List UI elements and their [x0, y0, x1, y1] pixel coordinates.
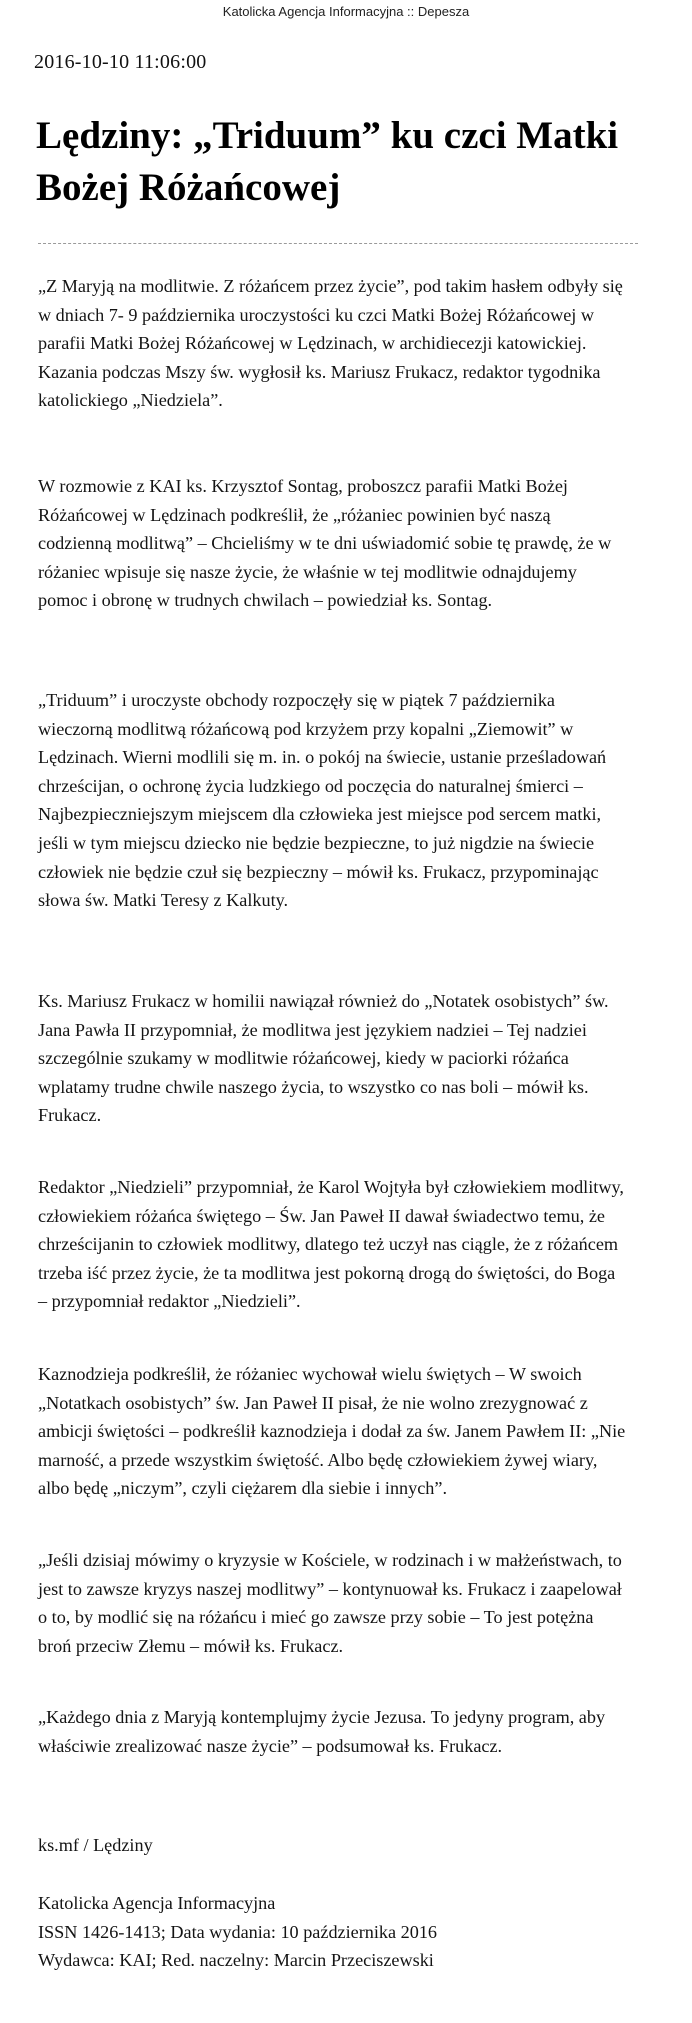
article-paragraph: Ks. Mariusz Frukacz w homilii nawiązał również do „Notatek osobistych” św. Jana Pawła II przypomniał, że modlitwa jest językiem nadziei – Tej nadziei szczególnie szukamy w modlitwie różańcowej, kiedy w paciorki różańca wplatamy trudne chwile naszego życia, to wszystko co nas boli – mówił ks. Frukacz.: [38, 991, 609, 1126]
article-paragraph: „Jeśli dzisiaj mówimy o kryzysie w Kościele, w rodzinach i w małżeństwach, to jest to zawsze kryzys naszej modlitwy” – kontynuował ks. Frukacz i zaapelował o to, by modlić się na różańcu i mieć go zawsze przy sobie – To jest potężna broń przeciw Złemu – mówił ks. Frukacz.: [38, 1550, 622, 1656]
article-paragraph: Kaznodzieja podkreślił, że różaniec wychował wielu świętych – W swoich „Notatkach osobistych” św. Jan Paweł II pisał, że nie wolno zrezygnować z ambicji świętości – podkreślił kaznodzieja i dodał za św. Janem Pawłem II: „Nie marność, a przede wszystkim świętość. Albo będę człowiekiem żywej wiary, albo będę „niczym”, czyli ciężarem dla siebie i innych”.: [38, 1364, 626, 1499]
article-paragraph: „Z Maryją na modlitwie. Z różańcem przez życie”, pod takim hasłem odbyły się w dniach 7- 9 października uroczystości ku czci Matki Bożej Różańcowej w parafii Matki Bożej Różańcowej w Lędzinach, w archidiecezji katowickiej. Kazania podczas Mszy św. wygłosił ks. Mariusz Frukacz, redaktor tygodnika katolickiego „Niedziela”.: [38, 276, 623, 411]
publication-footer: [38, 1889, 638, 1975]
article-title: Lędziny: „Triduum” ku czci Matki Bożej Różańcowej: [36, 114, 619, 209]
article-paragraph: „Każdego dnia z Maryją kontemplujmy życie Jezusa. To jedyny program, aby właściwie zrealizować nasze życie” – podsumował ks. Frukacz.: [38, 1707, 606, 1756]
article-paragraph: „Triduum” i uroczyste obchody rozpoczęły się w piątek 7 października wieczorną modlitwą różańcową pod krzyżem przy kopalni „Ziemowit” w Lędzinach. Wierni modlili się m. in. o pokój na świecie, ustanie prześladowań chrześcijan, o ochronę życia ludzkiego od poczęcia do naturalnej śmierci – Najbezpieczniejszym miejscem dla człowieka jest miejsce pod sercem matki, jeśli w tym miejscu dziecko nie będzie bezpieczne, to już nigdzie na świecie człowiek nie będzie czuł się bezpieczny – mówił ks. Frukacz, przypominając słowa św. Matki Teresy z Kalkuty.: [38, 690, 607, 911]
title-divider: [38, 243, 638, 244]
article-paragraph: W rozmowie z KAI ks. Krzysztof Sontag, proboszcz parafii Matki Bożej Różańcowej w Lędzinach podkreślił, że „różaniec powinien być naszą codzienną modlitwą” – Chcieliśmy w te dni uświadomić sobie tę prawdę, że w różaniec wpisuje się nasze życie, że właśnie w tej modlitwie odnajdujemy pomoc i obronę w trudnych chwilach – powiedział ks. Sontag.: [38, 476, 612, 611]
article-paragraph: Redaktor „Niedzieli” przypomniał, że Karol Wojtyła był człowiekiem modlitwy, człowiekiem różańca świętego – Św. Jan Paweł II dawał świadectwo temu, że chrześcijanin to człowiek modlitwy, dlatego też uczył nas ciągle, że z różańcem trzeba iść przez życie, że ta modlitwa jest pokorną drogą do świętości, do Boga – przypomniał redaktor „Niedzieli”.: [38, 1177, 624, 1312]
agency-name: Katolicka Agencja Informacyjna: [38, 1893, 276, 1913]
publication-datetime: 2016-10-10 11:06:00: [34, 51, 207, 73]
publisher-line: Wydawca: KAI; Red. naczelny: Marcin Przeciszewski: [38, 1950, 434, 1971]
article-signature: ks.mf / Lędziny: [38, 1835, 153, 1855]
issn-line: ISSN 1426-1413; Data wydania: 10 października 2016: [38, 1921, 438, 1942]
page-header: Katolicka Agencja Informacyjna :: Depesza: [222, 4, 470, 19]
